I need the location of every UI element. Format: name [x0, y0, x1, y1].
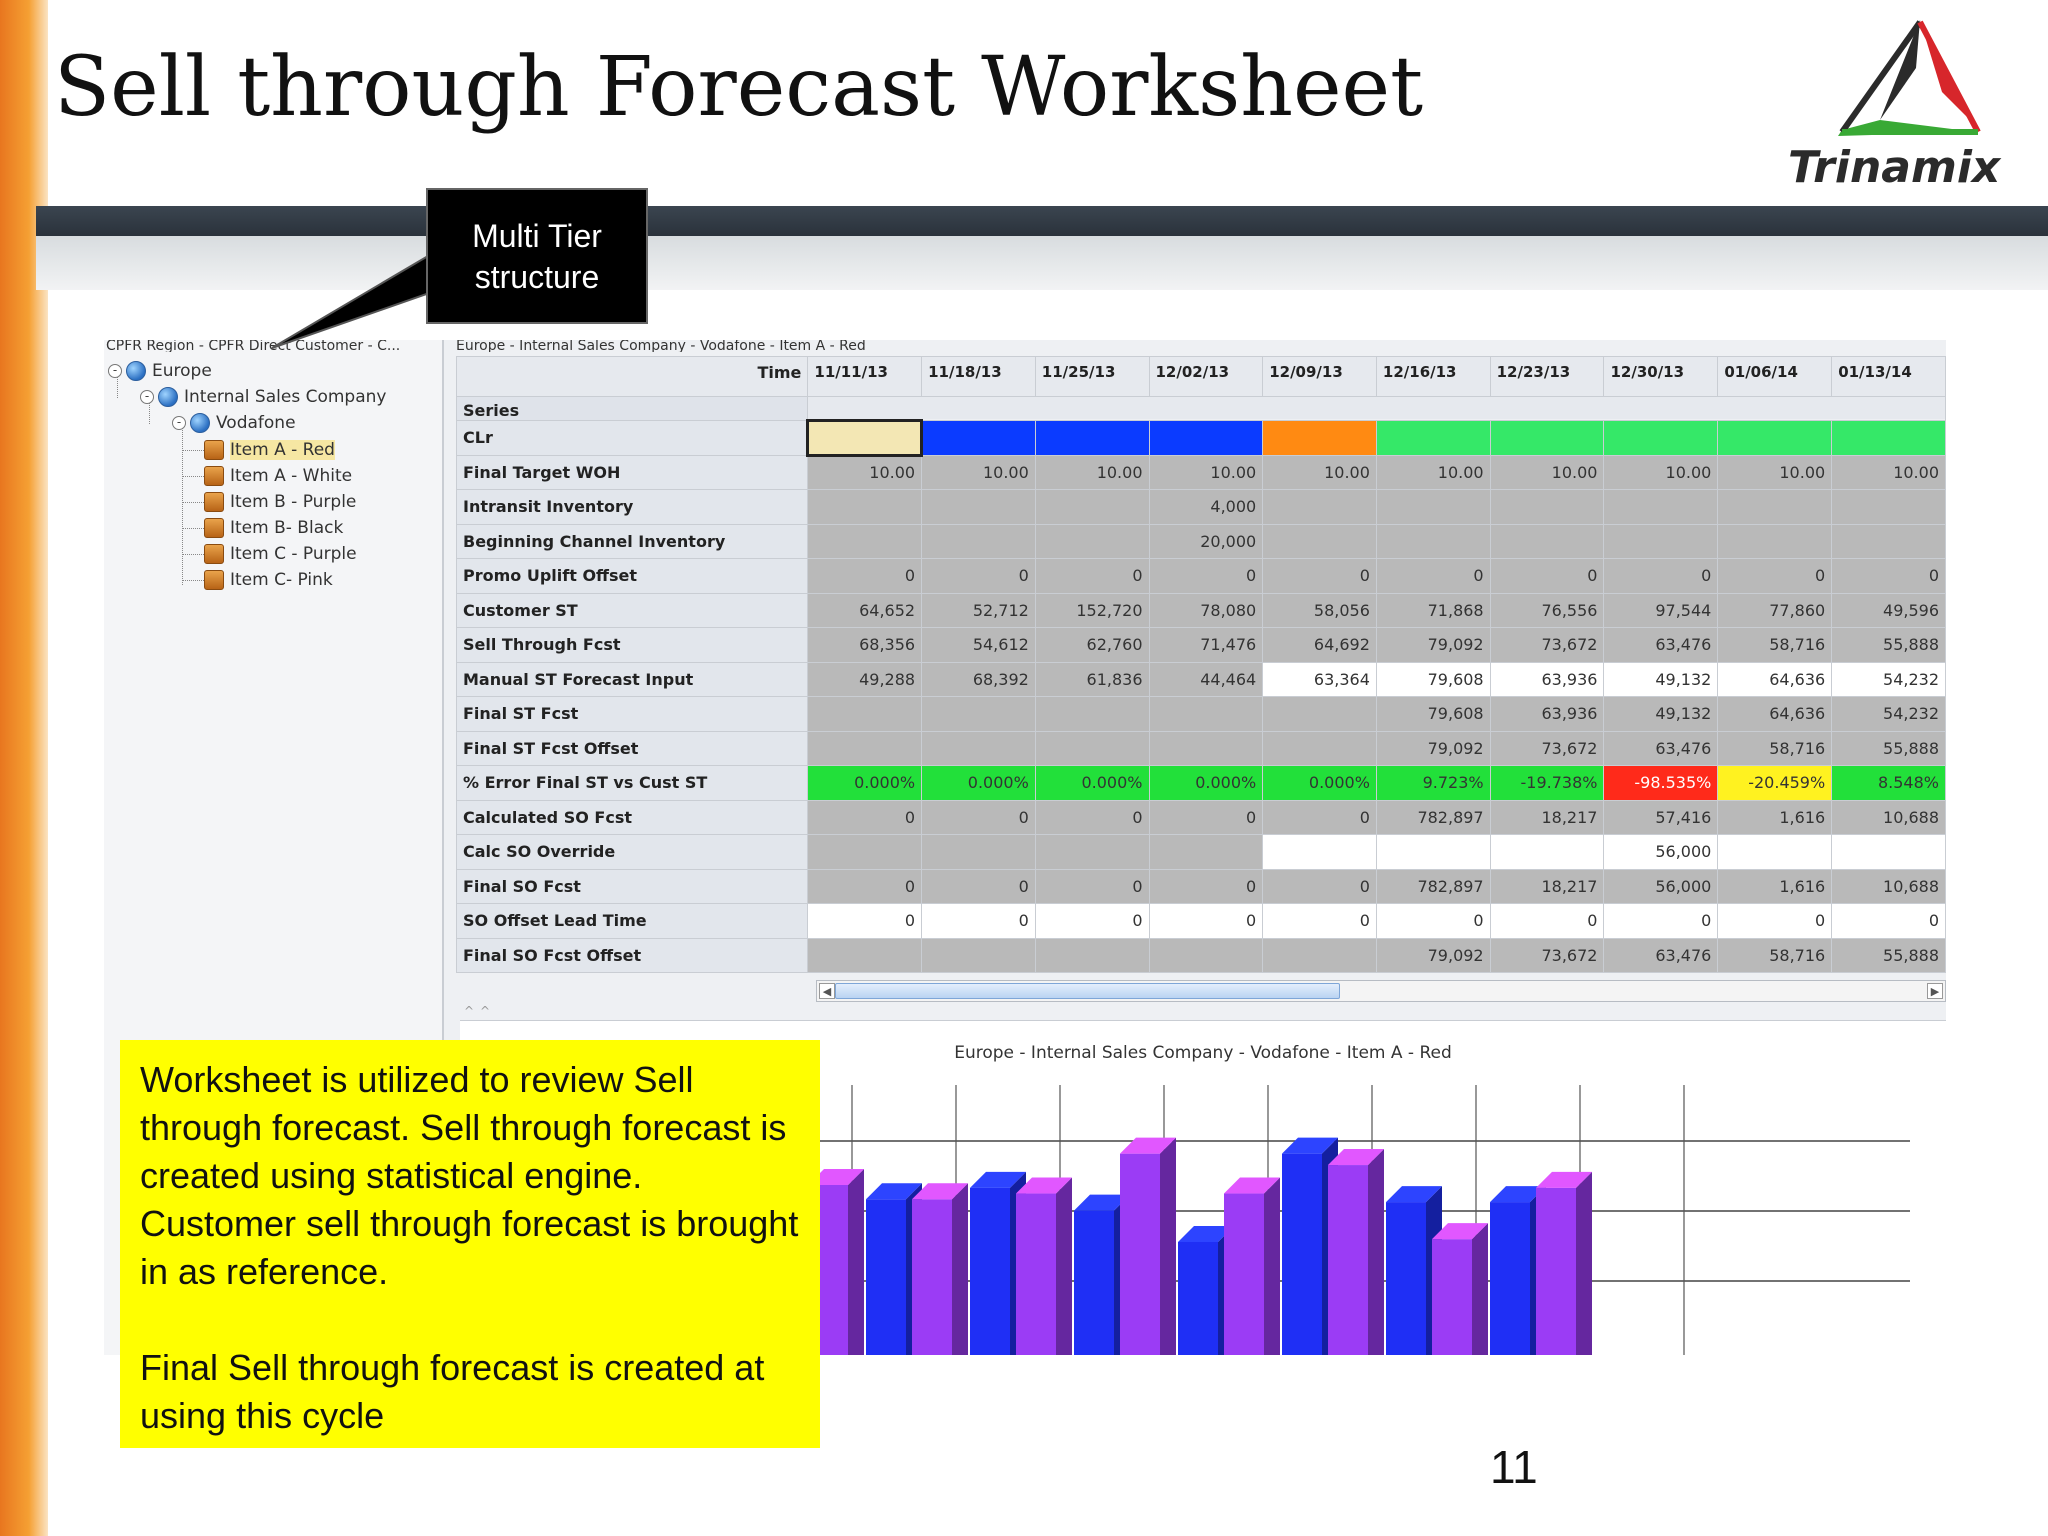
- purple-series-bar: [1432, 1223, 1488, 1355]
- grid-cell: [922, 731, 1036, 766]
- grid-cell: 57,416: [1604, 800, 1718, 835]
- series-header: Series: [457, 397, 808, 421]
- globe-icon: [158, 387, 178, 407]
- grid-cell: [1376, 421, 1490, 456]
- item-box-icon: [204, 518, 224, 538]
- tree-node-label: Item B - Purple: [230, 492, 357, 512]
- grid-cell: 10,688: [1832, 800, 1946, 835]
- grid-cell: 10.00: [1263, 455, 1377, 490]
- grid-cell: 10.00: [1149, 455, 1263, 490]
- table-row: [457, 593, 1946, 628]
- tree-node-europe[interactable]: [108, 358, 212, 384]
- grid-cell: 10.00: [922, 455, 1036, 490]
- tree-connector: [182, 502, 204, 503]
- grid-cell: 77,860: [1718, 593, 1832, 628]
- grid-cell[interactable]: 64,636: [1718, 662, 1832, 697]
- grid-cell: 71,476: [1149, 628, 1263, 663]
- grid-cell: 0: [1149, 869, 1263, 904]
- week-column-header: 12/30/13: [1604, 357, 1718, 397]
- grid-cell: 79,608: [1376, 697, 1490, 732]
- tree-node-label: Item A - White: [230, 466, 353, 486]
- purple-series-bar: [1536, 1172, 1592, 1355]
- tree-node-label: Internal Sales Company: [184, 387, 387, 407]
- week-column-header: 12/09/13: [1263, 357, 1377, 397]
- grid-cell: 0: [922, 869, 1036, 904]
- purple-series-bar: [1224, 1178, 1280, 1355]
- grid-cell: 54,612: [922, 628, 1036, 663]
- grid-cell: 54,232: [1832, 697, 1946, 732]
- series-label: Beginning Channel Inventory: [457, 524, 808, 559]
- grid-cell: 0: [808, 869, 922, 904]
- tree-node-label: Item B- Black: [230, 518, 344, 538]
- grid-cell: 44,464: [1149, 662, 1263, 697]
- grid-cell: [1035, 421, 1149, 456]
- grid-cell: 64,692: [1263, 628, 1377, 663]
- table-row: [457, 835, 1946, 870]
- series-label: Final Target WOH: [457, 455, 808, 490]
- grid-cell: 782,897: [1376, 800, 1490, 835]
- tree-header: CPFR Region - CPFR Direct Customer - C...: [106, 340, 401, 352]
- series-label: CLr: [457, 421, 808, 456]
- grid-cell: [1604, 421, 1718, 456]
- grid-cell[interactable]: 0: [1035, 904, 1149, 939]
- grid-cell: 4,000: [1149, 490, 1263, 525]
- week-column-header: 11/18/13: [922, 357, 1036, 397]
- grid-cell: 9.723%: [1376, 766, 1490, 801]
- tree-node-label: Item A - Red: [230, 440, 335, 460]
- grid-cell[interactable]: 0: [1832, 904, 1946, 939]
- note-paragraph-1: Worksheet is utilized to review Sell through forecast. Sell through forecast is created using statistical engine. Customer sell through forecast is brought in as reference.: [140, 1059, 799, 1292]
- grid-cell: [1263, 524, 1377, 559]
- globe-icon: [126, 361, 146, 381]
- grid-cell: 0: [1035, 869, 1149, 904]
- grid-cell: 782,897: [1376, 869, 1490, 904]
- grid-cell: 58,056: [1263, 593, 1377, 628]
- tree-connector: [182, 528, 204, 529]
- grid-cell[interactable]: 63,936: [1490, 662, 1604, 697]
- grid-cell[interactable]: [1832, 835, 1946, 870]
- grid-cell: 1,616: [1718, 869, 1832, 904]
- scroll-left-icon[interactable]: ◀: [819, 983, 835, 999]
- grid-cell: [808, 421, 922, 456]
- grid-cell: [1718, 524, 1832, 559]
- table-row: [457, 938, 1946, 973]
- grid-cell: 62,760: [1035, 628, 1149, 663]
- item-box-icon: [204, 544, 224, 564]
- grid-cell: 10,688: [1832, 869, 1946, 904]
- grid-cell: [1035, 524, 1149, 559]
- grid-cell: [1490, 490, 1604, 525]
- multi-tier-callout: [426, 188, 648, 324]
- grid-cell: 0: [1490, 559, 1604, 594]
- explanation-note: [120, 1040, 820, 1448]
- grid-cell: 20,000: [1149, 524, 1263, 559]
- tree-node-item-c-pink[interactable]: [204, 567, 333, 593]
- grid-cell: 71,868: [1376, 593, 1490, 628]
- series-label: Calculated SO Fcst: [457, 800, 808, 835]
- grid-cell[interactable]: 0: [1490, 904, 1604, 939]
- week-column-header: 01/06/14: [1718, 357, 1832, 397]
- grid-cell[interactable]: 56,000: [1604, 835, 1718, 870]
- grid-cell: [808, 938, 922, 973]
- grid-cell: [1718, 421, 1832, 456]
- series-label: Sell Through Fcst: [457, 628, 808, 663]
- note-paragraph-2: Final Sell through forecast is created at using this cycle: [140, 1347, 765, 1436]
- logo-text: Trinamix: [1788, 142, 2001, 193]
- grid-cell: 0: [922, 559, 1036, 594]
- grid-cell: 97,544: [1604, 593, 1718, 628]
- grid-cell: [1263, 731, 1377, 766]
- grid-cell: [1035, 731, 1149, 766]
- tree-node-vodafone[interactable]: [172, 410, 296, 436]
- grid-cell: 0: [1263, 869, 1377, 904]
- week-column-header: 12/23/13: [1490, 357, 1604, 397]
- grid-cell: 63,936: [1490, 697, 1604, 732]
- grid-cell: 55,888: [1832, 628, 1946, 663]
- item-box-icon: [204, 570, 224, 590]
- grid-cell: 0: [1263, 559, 1377, 594]
- table-row: [457, 662, 1946, 697]
- grid-cell: 1,616: [1718, 800, 1832, 835]
- grid-cell: 61,836: [1035, 662, 1149, 697]
- table-row: [457, 731, 1946, 766]
- grid-cell: 0: [1832, 559, 1946, 594]
- grid-cell: [1149, 835, 1263, 870]
- tree-node-item-a-red[interactable]: [204, 437, 335, 463]
- grid-cell: -20.459%: [1718, 766, 1832, 801]
- grid-cell[interactable]: [1376, 835, 1490, 870]
- grid-cell: 73,672: [1490, 938, 1604, 973]
- grid-cell: [1718, 490, 1832, 525]
- grid-cell: [922, 938, 1036, 973]
- tree-node-item-a-white[interactable]: [204, 463, 352, 489]
- grid-cell: 0.000%: [808, 766, 922, 801]
- grid-cell: 52,712: [922, 593, 1036, 628]
- tree-node-label: Item C - Purple: [230, 544, 357, 564]
- table-row: [457, 766, 1946, 801]
- grid-cell: [808, 697, 922, 732]
- grid-cell: 0: [1376, 559, 1490, 594]
- grid-cell: 0: [808, 559, 922, 594]
- grid-cell: [1149, 938, 1263, 973]
- grid-cell: 0: [1149, 559, 1263, 594]
- item-box-icon: [204, 440, 224, 460]
- grid-cell: [1035, 490, 1149, 525]
- tree-connector: [182, 476, 204, 477]
- week-column-header: 11/11/13: [808, 357, 922, 397]
- tree-connector: [182, 450, 204, 451]
- grid-cell: 10.00: [1604, 455, 1718, 490]
- grid-cell: 58,716: [1718, 938, 1832, 973]
- grid-cell: [808, 524, 922, 559]
- scrollbar-thumb[interactable]: [835, 983, 1340, 999]
- grid-cell: [1149, 731, 1263, 766]
- grid-cell: [1263, 490, 1377, 525]
- grid-cell: 55,888: [1832, 731, 1946, 766]
- purple-series-bar: [1016, 1178, 1072, 1355]
- table-row: [457, 559, 1946, 594]
- grid-cell: 76,556: [1490, 593, 1604, 628]
- tree-node-item-b-purple[interactable]: [204, 489, 356, 515]
- time-header: Time: [457, 357, 808, 397]
- grid-cell: [1604, 490, 1718, 525]
- grid-cell: 0: [1035, 800, 1149, 835]
- grid-cell: 79,092: [1376, 731, 1490, 766]
- week-column-header: 01/13/14: [1832, 357, 1946, 397]
- grid-cell: 0.000%: [922, 766, 1036, 801]
- grid-cell: 0: [1604, 559, 1718, 594]
- grid-cell: 73,672: [1490, 731, 1604, 766]
- grid-cell[interactable]: [1490, 835, 1604, 870]
- series-label: Promo Uplift Offset: [457, 559, 808, 594]
- item-box-icon: [204, 466, 224, 486]
- collapse-toggle-icon[interactable]: -: [172, 416, 186, 430]
- series-label: Final ST Fcst: [457, 697, 808, 732]
- grid-cell: 10.00: [1718, 455, 1832, 490]
- grid-cell: 49,596: [1832, 593, 1946, 628]
- grid-cell: 64,652: [808, 593, 922, 628]
- grid-cell[interactable]: 0: [1718, 904, 1832, 939]
- grid-cell: -19.738%: [1490, 766, 1604, 801]
- grid-cell: [922, 421, 1036, 456]
- tree-connector: [182, 554, 204, 555]
- grid-cell[interactable]: 0: [922, 904, 1036, 939]
- series-label: Manual ST Forecast Input: [457, 662, 808, 697]
- grid-cell: 18,217: [1490, 800, 1604, 835]
- grid-cell: [1376, 524, 1490, 559]
- header-band-dark: [36, 206, 2048, 236]
- series-label: Calc SO Override: [457, 835, 808, 870]
- grid-cell: 0: [1718, 559, 1832, 594]
- forecast-table: [456, 356, 1946, 973]
- collapse-toggle-icon[interactable]: -: [140, 390, 154, 404]
- panel-splitter-icon[interactable]: ^^: [464, 1004, 497, 1018]
- series-label: % Error Final ST vs Cust ST: [457, 766, 808, 801]
- series-label: Final SO Fcst: [457, 869, 808, 904]
- grid-cell: 68,392: [922, 662, 1036, 697]
- grid-cell: 49,288: [808, 662, 922, 697]
- grid-cell: 79,092: [1376, 628, 1490, 663]
- grid-cell: 152,720: [1035, 593, 1149, 628]
- grid-cell: [922, 524, 1036, 559]
- tree-node-label: Vodafone: [216, 413, 296, 433]
- table-row: [457, 697, 1946, 732]
- forecast-grid: [456, 356, 1946, 973]
- series-label: Final SO Fcst Offset: [457, 938, 808, 973]
- horizontal-scrollbar[interactable]: [816, 980, 1946, 1002]
- grid-cell: [1832, 421, 1946, 456]
- grid-cell[interactable]: 63,364: [1263, 662, 1377, 697]
- week-column-header: 12/02/13: [1149, 357, 1263, 397]
- grid-cell: [1263, 938, 1377, 973]
- grid-cell: 18,217: [1490, 869, 1604, 904]
- table-row: [457, 455, 1946, 490]
- tree-node-item-c-purple[interactable]: [204, 541, 357, 567]
- grid-cell: 55,888: [1832, 938, 1946, 973]
- page-number: 11: [1490, 1441, 1538, 1493]
- callout-line-2: structure: [474, 259, 600, 295]
- grid-cell: [1149, 697, 1263, 732]
- grid-cell: 10.00: [1035, 455, 1149, 490]
- week-column-header: 11/25/13: [1035, 357, 1149, 397]
- grid-cell: 10.00: [1376, 455, 1490, 490]
- grid-cell: [808, 490, 922, 525]
- tree-node-item-b-black[interactable]: [204, 515, 343, 541]
- tree-connector: [182, 580, 204, 581]
- callout-pointer: [270, 250, 440, 350]
- series-label: Customer ST: [457, 593, 808, 628]
- grid-cell: [1832, 524, 1946, 559]
- grid-cell: 0: [922, 800, 1036, 835]
- grid-cell: [1490, 421, 1604, 456]
- grid-cell: [922, 697, 1036, 732]
- grid-cell[interactable]: [1718, 835, 1832, 870]
- grid-cell[interactable]: 49,132: [1604, 662, 1718, 697]
- table-row: [457, 490, 1946, 525]
- grid-cell[interactable]: 0: [808, 904, 922, 939]
- grid-cell: 0: [808, 800, 922, 835]
- grid-cell: 0: [1035, 559, 1149, 594]
- table-row: [457, 904, 1946, 939]
- grid-cell[interactable]: 0: [1149, 904, 1263, 939]
- grid-cell: 8.548%: [1832, 766, 1946, 801]
- grid-cell: 0.000%: [1035, 766, 1149, 801]
- grid-cell: [1035, 938, 1149, 973]
- header-spacer: [808, 397, 1946, 421]
- grid-cell: 63,476: [1604, 938, 1718, 973]
- grid-cell: [1035, 697, 1149, 732]
- grid-cell: [808, 835, 922, 870]
- grid-cell: [1035, 835, 1149, 870]
- grid-cell: -98.535%: [1604, 766, 1718, 801]
- grid-cell: 0: [1149, 800, 1263, 835]
- grid-cell: 10.00: [1490, 455, 1604, 490]
- collapse-toggle-icon[interactable]: -: [108, 364, 122, 378]
- grid-cell: [922, 490, 1036, 525]
- grid-cell[interactable]: 0: [1263, 904, 1377, 939]
- grid-cell[interactable]: [1263, 835, 1377, 870]
- series-label: Final ST Fcst Offset: [457, 731, 808, 766]
- grid-cell: 10.00: [808, 455, 922, 490]
- series-label: SO Offset Lead Time: [457, 904, 808, 939]
- grid-cell: 58,716: [1718, 628, 1832, 663]
- purple-series-bar: [912, 1183, 968, 1355]
- grid-cell: 63,476: [1604, 731, 1718, 766]
- grid-cell: 63,476: [1604, 628, 1718, 663]
- grid-cell[interactable]: 0: [1604, 904, 1718, 939]
- grid-cell: 79,092: [1376, 938, 1490, 973]
- grid-cell: 56,000: [1604, 869, 1718, 904]
- purple-series-bar: [1328, 1149, 1384, 1355]
- grid-cell: 64,636: [1718, 697, 1832, 732]
- grid-cell: 58,716: [1718, 731, 1832, 766]
- chart-title: Europe - Internal Sales Company - Vodafone - Item A - Red: [954, 1043, 1452, 1063]
- purple-series-bar: [1120, 1138, 1176, 1355]
- table-row: [457, 421, 1946, 456]
- tree-node-internal-sales-company[interactable]: [140, 384, 386, 410]
- tree-node-label: Europe: [152, 361, 212, 381]
- scroll-right-icon[interactable]: ▶: [1927, 983, 1943, 999]
- grid-cell: [1604, 524, 1718, 559]
- grid-cell: 49,132: [1604, 697, 1718, 732]
- tree-connector: [182, 422, 183, 585]
- grid-cell: [1149, 421, 1263, 456]
- week-column-header: 12/16/13: [1376, 357, 1490, 397]
- grid-cell: [1376, 490, 1490, 525]
- grid-cell[interactable]: 0: [1376, 904, 1490, 939]
- item-box-icon: [204, 492, 224, 512]
- grid-cell: [922, 835, 1036, 870]
- table-row: [457, 800, 1946, 835]
- grid-cell[interactable]: 54,232: [1832, 662, 1946, 697]
- series-label: Intransit Inventory: [457, 490, 808, 525]
- slide-title: Sell through Forecast Worksheet: [54, 40, 1424, 135]
- grid-cell: [1832, 490, 1946, 525]
- globe-icon: [190, 413, 210, 433]
- table-row: [457, 869, 1946, 904]
- tree-node-label: Item C- Pink: [230, 570, 333, 590]
- grid-cell: 78,080: [1149, 593, 1263, 628]
- grid-cell: 68,356: [808, 628, 922, 663]
- grid-cell: 73,672: [1490, 628, 1604, 663]
- callout-line-1: Multi Tier: [472, 218, 602, 254]
- table-row: [457, 524, 1946, 559]
- grid-cell: [1263, 421, 1377, 456]
- grid-cell: 0.000%: [1149, 766, 1263, 801]
- worksheet-header: Europe - Internal Sales Company - Vodafone - Item A - Red: [456, 340, 866, 352]
- grid-cell: [1263, 697, 1377, 732]
- grid-cell[interactable]: 79,608: [1376, 662, 1490, 697]
- grid-cell: [1490, 524, 1604, 559]
- grid-cell: 10.00: [1832, 455, 1946, 490]
- grid-cell: [808, 731, 922, 766]
- table-row: [457, 628, 1946, 663]
- grid-cell: 0: [1263, 800, 1377, 835]
- grid-cell: 0.000%: [1263, 766, 1377, 801]
